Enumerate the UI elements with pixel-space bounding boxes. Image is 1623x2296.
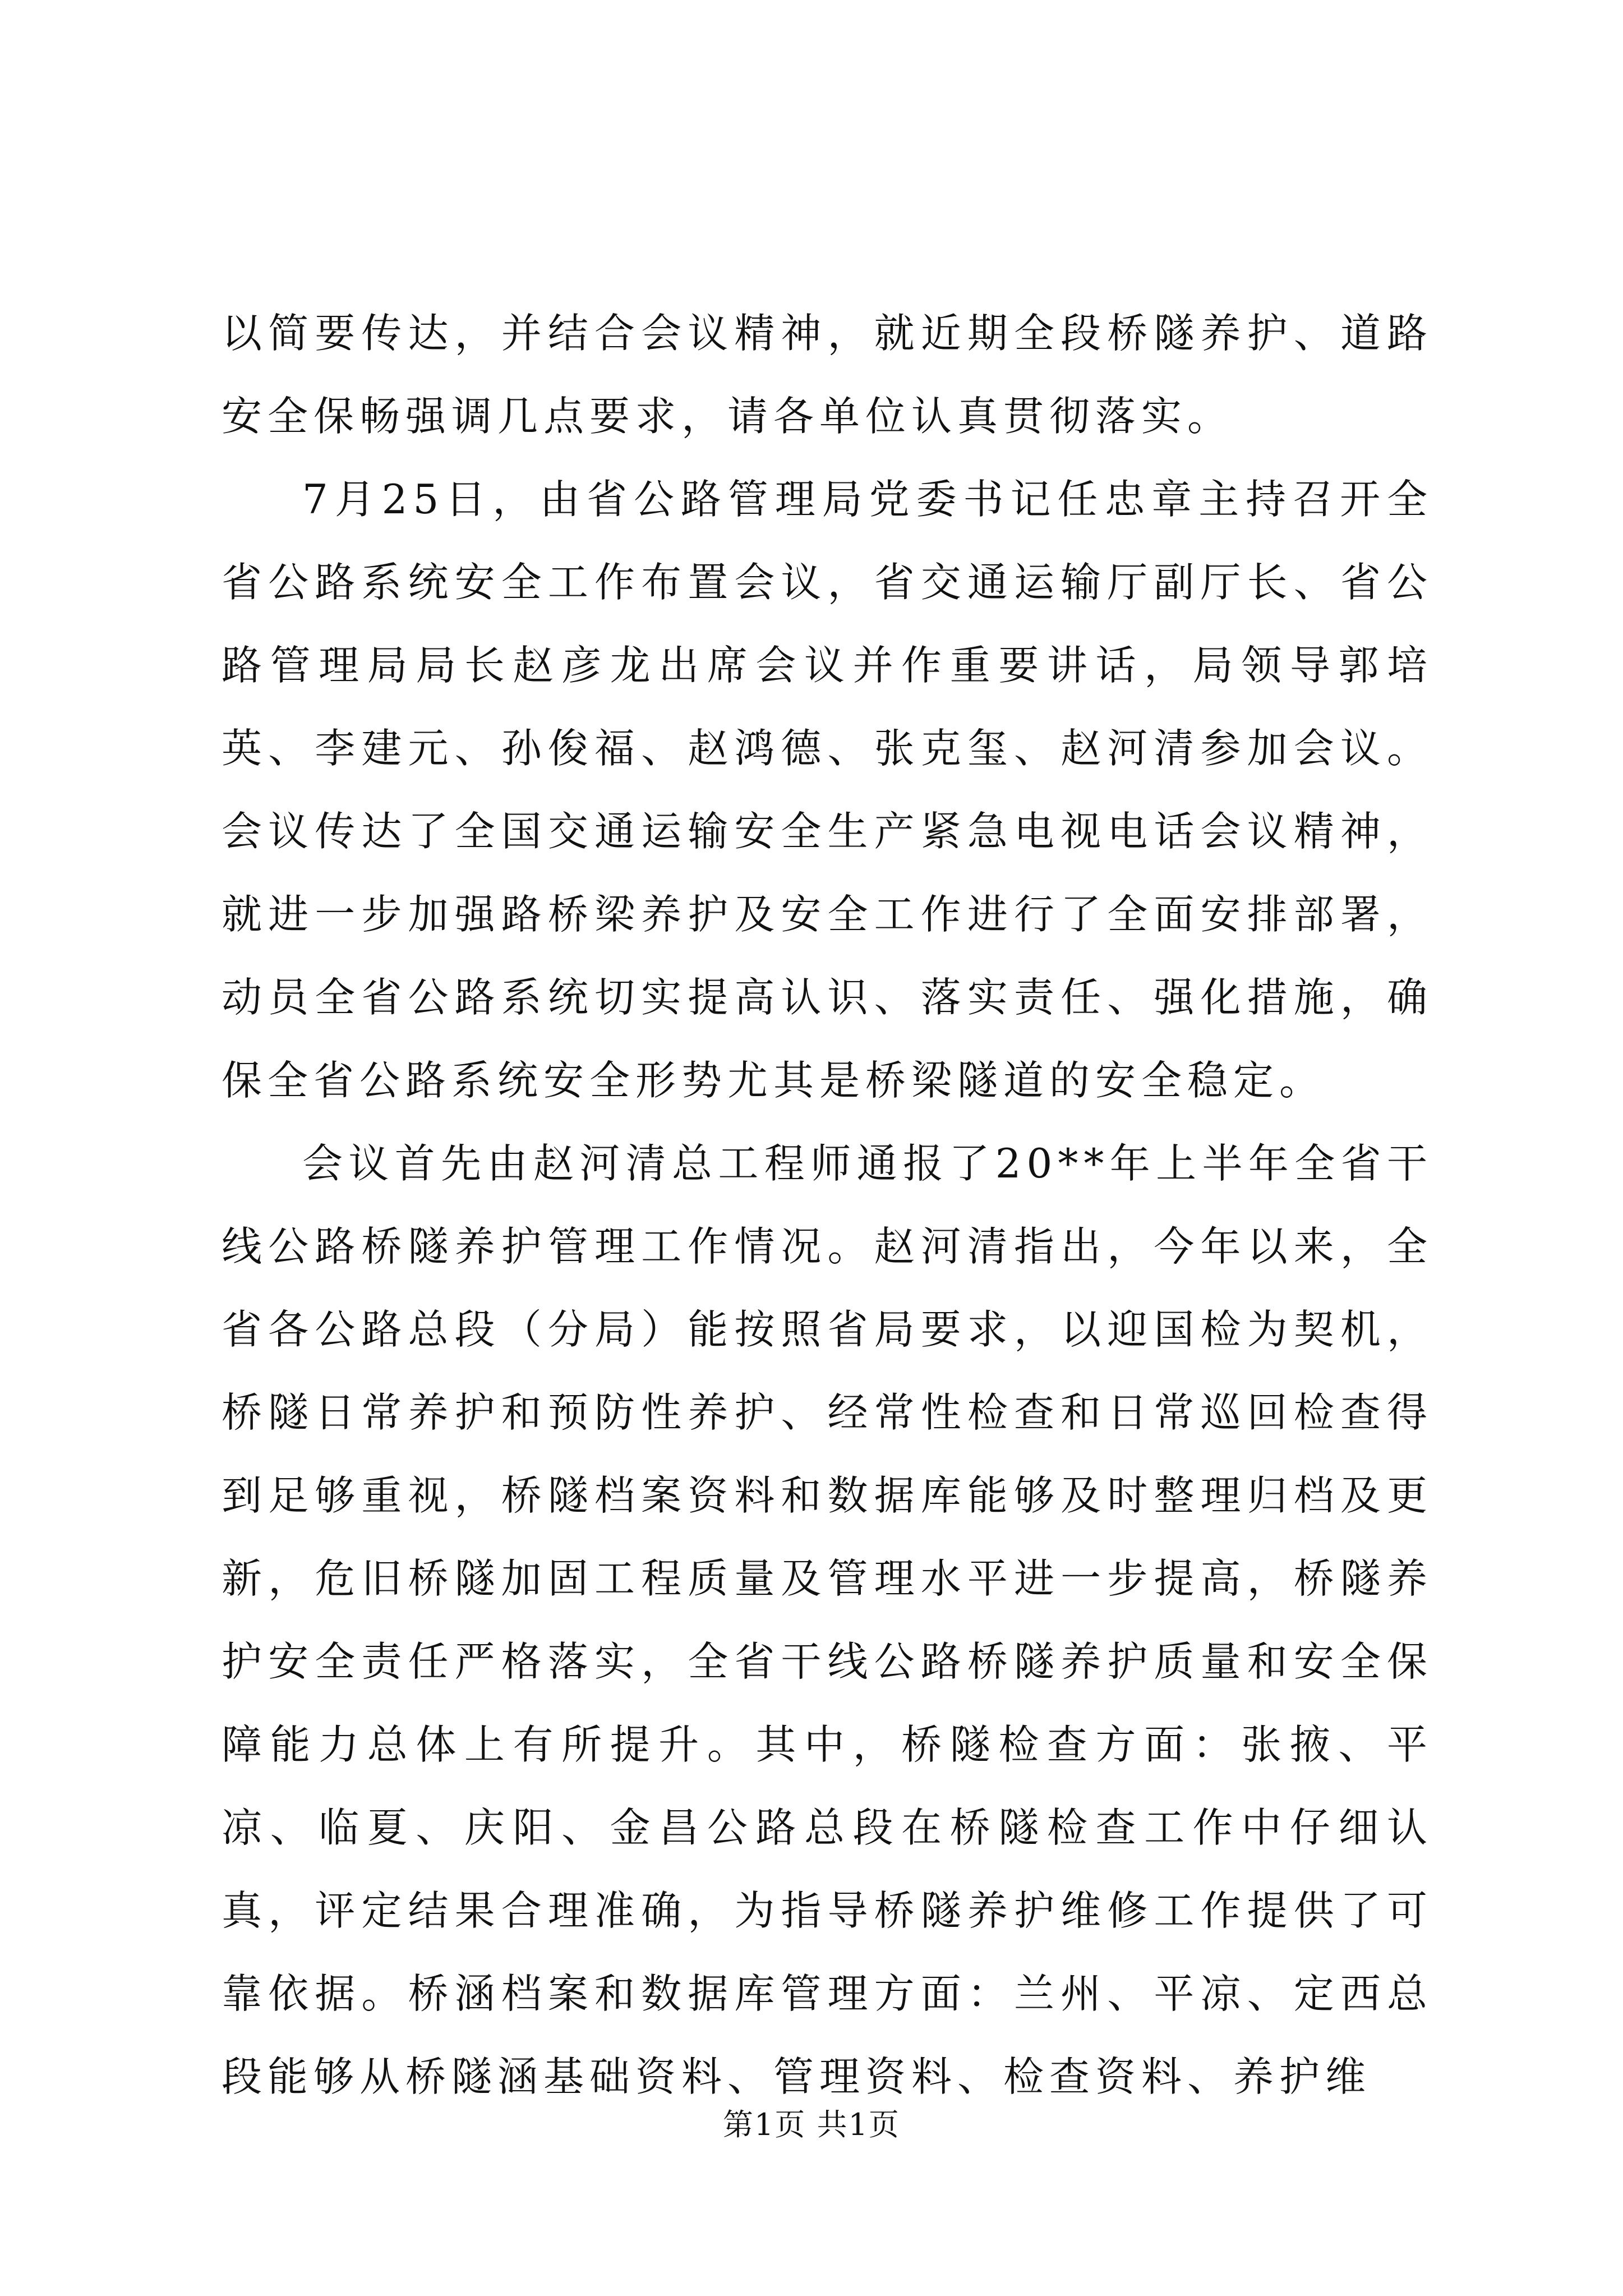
paragraph-continued: 以简要传达，并结合会议精神，就近期全段桥隧养护、道路安全保畅强调几点要求，请各单位认真贯彻落实。 <box>222 310 1433 440</box>
paragraph-report: 会议首先由赵河清总工程师通报了20**年上半年全省干线公路桥隧养护管理工作情况。赵河清指出，今年以来，全省各公路总段（分局）能按照省局要求，以迎国检为契机，桥隧日常养护和预防性养护、经常性检查和日常巡回检查得到足够重视，桥隧档案资料和数据库能够及时整理归档及更新，危旧桥隧加固工程质量及管理水平进一步提高，桥隧养护安全责任严格落实，全省干线公路桥隧养护质量和安全保障能力总体上有所提升。其中，桥隧检查方面：张掖、平凉、临夏、庆阳、金昌公路总段在桥隧检查工作中仔细认真，评定结果合理准确，为指导桥隧养护维修工作提供了可靠依据。桥涵档案和数据库管理方面：兰州、平凉、定西总段能够从桥隧涵基础资料、管理资料、检查资料、养护维 <box>222 1140 1433 2100</box>
document-body <box>222 292 1433 2118</box>
page-number-footer: 第1页 共1页 <box>723 2107 900 2142</box>
paragraph-meeting-info: 7月25日，由省公路管理局党委书记任忠章主持召开全省公路系统安全工作布置会议，省交通运输厅副厅长、省公路管理局局长赵彦龙出席会议并作重要讲话，局领导郭培英、李建元、孙俊福、赵鸿德、张克玺、赵河清参加会议。会议传达了全国交通运输安全生产紧急电视电话会议精神，就进一步加强路桥梁养护及安全工作进行了全面安排部署，动员全省公路系统切实提高认识、落实责任、强化措施，确保全省公路系统安全形势尤其是桥梁隧道的安全稳定。 <box>222 476 1433 1104</box>
